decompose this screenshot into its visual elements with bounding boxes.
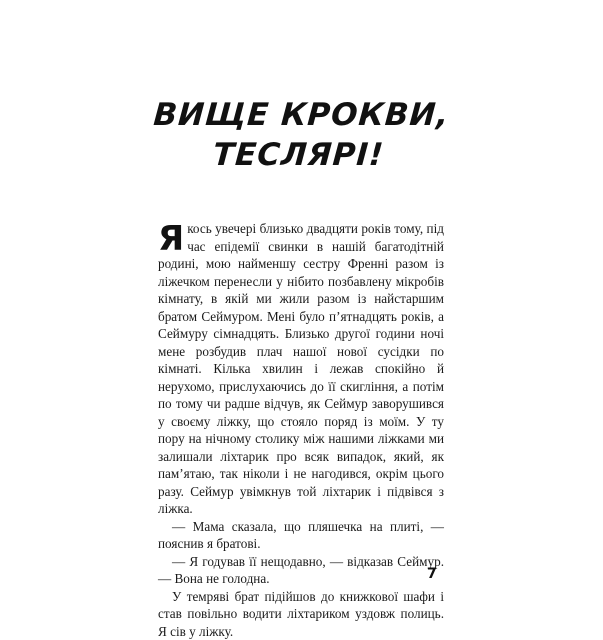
body-text bbox=[158, 220, 444, 640]
paragraph-2: — Мама сказала, що пляшечка на плиті, — пояснив я братові. bbox=[158, 518, 444, 553]
paragraph-3: — Я годував її нещодавно, — відказав Сеймур. — Вона не голодна. bbox=[158, 553, 444, 588]
drop-cap: Я bbox=[158, 223, 184, 255]
paragraph-1 bbox=[158, 220, 444, 518]
paragraph-4: У темряві брат підійшов до книжкової шафи і став повільно водити ліхтариком уздовж полиць. Я сів у ліжку. bbox=[158, 588, 444, 640]
chapter-title-line-2: ТЕСЛЯРІ! bbox=[0, 135, 600, 175]
chapter-title-line-1: ВИЩЕ КРОКВИ, bbox=[0, 95, 603, 135]
paragraph-1-text: кось увечері близько двадцяти років тому, під час епідемії свинки в нашій багатодітній родині, мою найменшу сестру Френні разом із ліжечком перенесли у нібито позбавлену мікробів кімнату, в якій ми жили разом із найстаршим братом Сеймуром. Мені було п’ятнадцять років, а Сеймуру сімнадцять. Близько другої години ночі мене розбудив плач нашої нової сусідки по кімнаті. Кілька хвилин і лежав спокійно й нерухомо, прислухаючись до її скигління, а потім по тому чи радше відчув, як Сеймур заворушився у своєму ліжку, що стояло поряд із моїм. У ту пору на нічному столику між нашими ліжками ми залишали ліхтарик про всяк випадок, який, як пам’ятаю, так ніколи і не нагодився, окрім цього разу. Сеймур увімкнув той ліхтарик і підвівся з ліжка. bbox=[158, 221, 444, 516]
page-number: 7 bbox=[427, 566, 437, 582]
chapter-title bbox=[0, 95, 603, 175]
